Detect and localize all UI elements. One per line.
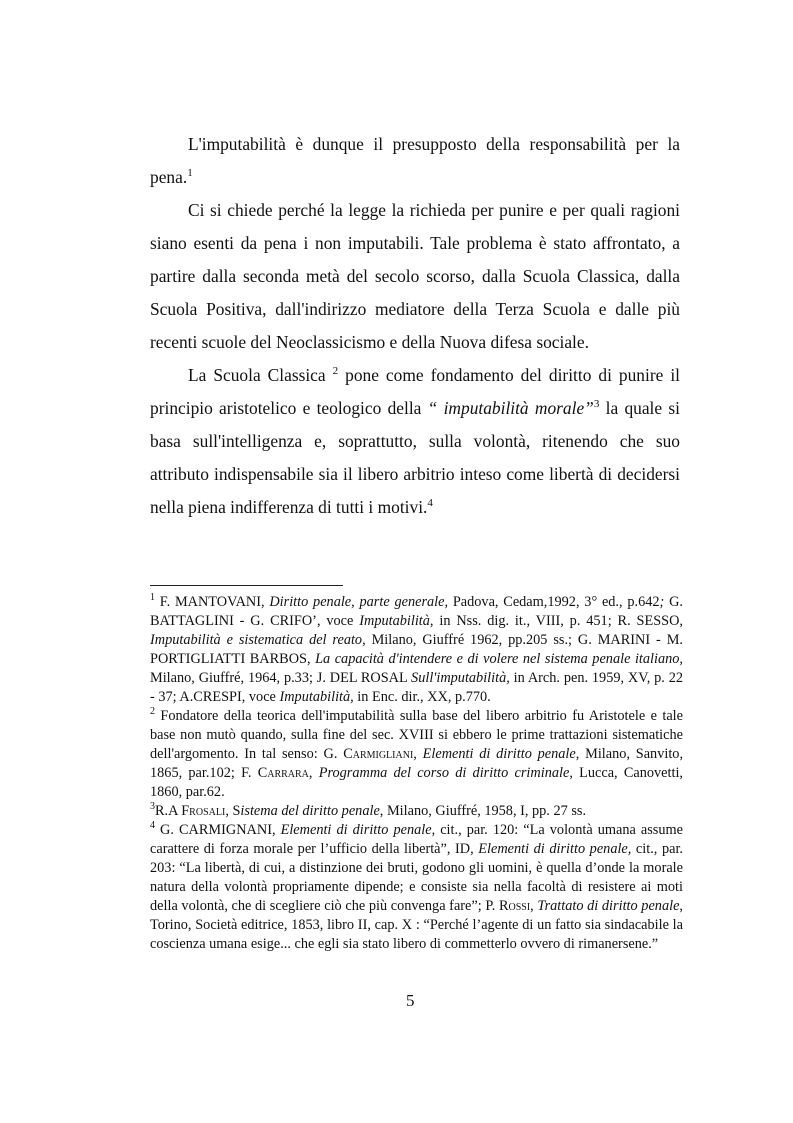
footnote-number: 2	[150, 706, 155, 717]
footnote-2: $^2$ Fondatore della teorica dell'imputabilità sulla base del libero arbitrio fu Aristotele e tale base non mutò quando, sulla fine del sec. XVIII si ebbero le prime trattazioni sistematiche dell'argomento. In tal senso: G. Carmigliani, Elementi di diritto penale, Milano, Sanvito, 1865, par.102; F. Carrara, Programma del corso di diritto criminale, Lucca, Canovetti, 1860, par.62.	[150, 706, 684, 800]
footnotes	[150, 593, 683, 954]
footnote-number: 4	[150, 820, 155, 831]
paragraph-3-text-b: pone come fondamento del diritto di punire il principio aristotelico e teologico della	[150, 365, 680, 418]
paragraph-2	[150, 194, 680, 359]
footnote-ref-4[interactable]: 4	[427, 497, 433, 509]
body-text	[150, 128, 680, 524]
footnote-ref-1[interactable]: 1	[187, 167, 193, 179]
footnote-ref-2[interactable]: 2	[332, 365, 339, 377]
paragraph-1-text: L'imputabilità è dunque il presupposto della responsabilità per la pena.	[150, 134, 680, 187]
paragraph-2-text: Ci si chiede perché la legge la richieda per punire e per quali ragioni siano esenti da pena i non imputabili. Tale problema è stato affrontato, a partire dalla seconda metà del secolo scorso, dalla Scuola Classica, dalla Scuola Positiva, dall'indirizzo mediatore della Terza Scuola e dalle più recenti scuole del Neoclassicismo e della Nuova difesa sociale.	[150, 200, 680, 352]
footnote-number: 1	[150, 592, 155, 603]
footnote-3: $^3$R.A Frosali, Sistema del diritto penale, Milano, Giuffré, 1958, I, pp. 27 ss.	[150, 801, 587, 819]
page-number: 5	[406, 991, 415, 1010]
paragraph-3-text-a: La Scuola Classica	[188, 365, 326, 385]
paragraph-3	[150, 359, 680, 524]
paragraph-3-text-d: la quale si basa sull'intelligenza e, soprattutto, sulla volontà, ritenendo che suo attributo indispensabile sia il libero arbitrio inteso come libertà di decidersi nella piena indifferenza di tutti i motivi.	[150, 398, 680, 517]
footnote-ref-3[interactable]: 3	[593, 398, 600, 410]
footnote-number: 3	[150, 801, 155, 812]
footnote-1: $^1$ F. MANTOVANI, Diritto penale, parte generale, Padova, Cedam,1992, 3° ed., p.642; G. BATTAGLINI - G. CRIFO’, voce Imputabilità, in Nss. dig. it., VIII, p. 451; R. SESSO, Imputabilità e sistematica del reato, Milano, Giuffré 1962, pp.205 ss.; G. MARINI - M. PORTIGLIATTI BARBOS, La capacità d'intendere e di volere nel sistema penale italiano, Milano, Giuffré, 1964, p.33; J. DEL ROSAL Sull'imputabilità, in Arch. pen. 1959, XV, p. 22 - 37; A.CRESPI, voce Imputabilità, in Enc. dir., XX, p.770.	[150, 592, 683, 705]
footnote-4: $^4$ G. CARMIGNANI, Elementi di diritto penale, cit., par. 120: “La volontà umana assume carattere di forza morale per l’ufficio della libertà”, ID, Elementi di diritto penale, cit., par. 203: “La libertà, di cui, a distinzione dei bruti, godono gli uomini, è quella d’onde la morale natura della volontà propriamente dipende; e consiste sia nella facoltà di resistere ai moti della volontà, che di scegliere ciò che più convenga fare”; P. Rossi, Trattato di diritto penale, Torino, Società editrice, 1853, libro II, cap. X : “Perché l’agente di un fatto sia sindacabile la coscienza umana esige... che egli sia stato libero di commetterlo ovvero di rimanersene.”	[150, 820, 683, 952]
footnote-separator	[150, 585, 343, 586]
paragraph-1	[150, 128, 680, 194]
imputabilita-morale-quote: “ imputabilità morale”	[427, 398, 594, 418]
